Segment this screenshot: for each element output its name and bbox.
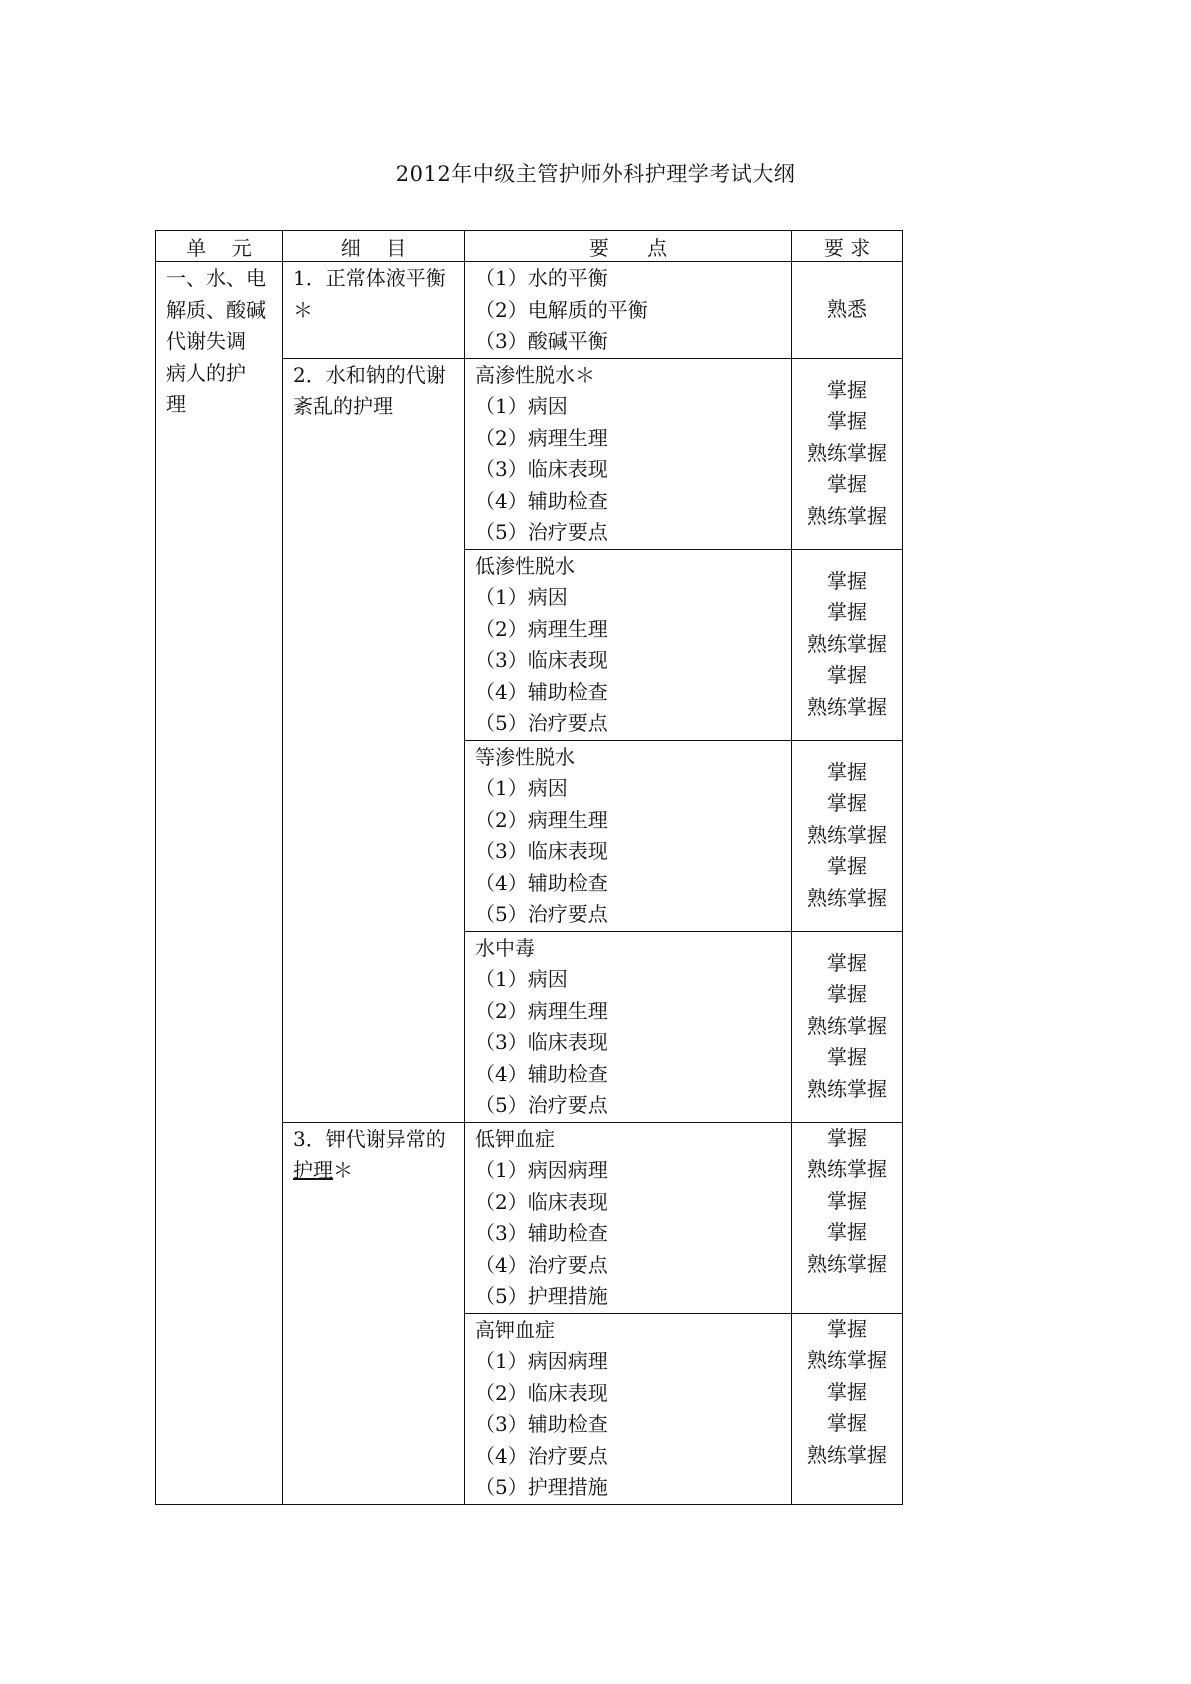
requirement-line: 掌握 xyxy=(827,1188,867,1213)
point-line: （3）临床表现 xyxy=(475,648,608,672)
point-line: 低钾血症 xyxy=(475,1126,555,1151)
point-line: （2）病理生理 xyxy=(475,998,608,1023)
item-cell xyxy=(283,358,465,1122)
header-requirement: 要 求 xyxy=(792,231,903,262)
point-line: （5）治疗要点 xyxy=(475,1093,608,1117)
point-line: 高渗性脱水＊ xyxy=(475,362,595,387)
requirement-line: 掌握 xyxy=(827,982,867,1007)
point-line: （4）辅助检查 xyxy=(475,870,608,895)
point-cell xyxy=(465,262,792,359)
requirement-line: 掌握 xyxy=(827,854,867,879)
item-cell xyxy=(283,1122,465,1504)
requirement-line: 熟练掌握 xyxy=(807,631,887,656)
point-line: （3）临床表现 xyxy=(475,1030,608,1054)
requirement-line: 熟练掌握 xyxy=(807,885,887,910)
point-line: （4）辅助检查 xyxy=(475,488,608,513)
point-line: （2）临床表现 xyxy=(475,1380,608,1405)
unit-line: 解质、酸碱 xyxy=(166,297,266,322)
requirement-line: 掌握 xyxy=(827,1316,867,1341)
point-line: （2）电解质的平衡 xyxy=(475,297,648,322)
point-line: （1）病因 xyxy=(475,394,568,418)
requirement-line: 熟练掌握 xyxy=(807,1076,887,1101)
table-row xyxy=(156,262,903,359)
requirement-line: 掌握 xyxy=(827,950,867,975)
header-point: 要 点 xyxy=(465,231,792,262)
point-line: （3）辅助检查 xyxy=(475,1221,608,1245)
requirement-cell xyxy=(792,358,903,549)
document-title: 2012年中级主管护师外科护理学考试大纲 xyxy=(395,162,796,186)
point-line: 等渗性脱水 xyxy=(475,744,575,769)
point-line: （1）病因 xyxy=(475,967,568,991)
requirement-line: 熟练掌握 xyxy=(807,694,887,719)
point-line: （4）治疗要点 xyxy=(475,1443,608,1468)
unit-line: 病人的护 xyxy=(166,360,246,385)
requirement-line: 掌握 xyxy=(827,791,867,816)
requirement-line: 熟练掌握 xyxy=(807,1442,887,1467)
requirement-cell xyxy=(792,1122,903,1313)
point-cell xyxy=(465,1313,792,1504)
requirement-cell xyxy=(792,740,903,931)
requirement-cell xyxy=(792,931,903,1122)
requirement-line: 掌握 xyxy=(827,1379,867,1404)
point-line: （3）临床表现 xyxy=(475,839,608,863)
requirement-line: 掌握 xyxy=(827,1220,867,1244)
point-cell xyxy=(465,549,792,740)
requirement-line: 熟练掌握 xyxy=(807,1251,887,1276)
item-line: 1．正常体液平衡 xyxy=(293,266,446,290)
point-line: （5）治疗要点 xyxy=(475,902,608,926)
point-line: （5）治疗要点 xyxy=(475,520,608,544)
requirement-line: 掌握 xyxy=(827,472,867,497)
point-cell xyxy=(465,740,792,931)
point-line: （4）辅助检查 xyxy=(475,1061,608,1086)
point-line: （5）护理措施 xyxy=(475,1284,608,1308)
requirement-line: 掌握 xyxy=(827,600,867,625)
point-line: （2）临床表现 xyxy=(475,1189,608,1214)
point-line: （1）病因 xyxy=(475,776,568,800)
item-line: 紊乱的护理 xyxy=(293,394,393,418)
point-line: （1）水的平衡 xyxy=(475,266,608,290)
point-line: （5）治疗要点 xyxy=(475,711,608,735)
point-cell xyxy=(465,1122,792,1313)
syllabus-table xyxy=(155,230,903,1505)
unit-line: 一、水、电 xyxy=(166,266,266,290)
item-line: 3．钾代谢异常的 xyxy=(293,1126,446,1151)
point-line: 水中毒 xyxy=(475,935,535,960)
point-line: （3）辅助检查 xyxy=(475,1412,608,1436)
item-line: 2．水和钠的代谢 xyxy=(293,362,446,387)
point-line: （2）病理生理 xyxy=(475,807,608,832)
requirement-line: 掌握 xyxy=(827,1125,867,1150)
point-cell xyxy=(465,931,792,1122)
requirement-line: 熟练掌握 xyxy=(807,503,887,528)
requirement-cell xyxy=(792,262,903,359)
point-line: （1）病因病理 xyxy=(475,1349,608,1373)
requirement-line: 掌握 xyxy=(827,409,867,434)
item-line xyxy=(293,1155,458,1187)
requirement-line: 掌握 xyxy=(827,1411,867,1435)
point-line: （1）病因 xyxy=(475,585,568,609)
requirement-line: 熟练掌握 xyxy=(807,1157,887,1181)
requirement-line: 熟练掌握 xyxy=(807,1348,887,1372)
item-suffix: ＊ xyxy=(333,1158,353,1182)
item-underlined-text: 护理 xyxy=(293,1158,333,1182)
point-cell xyxy=(465,358,792,549)
table-header-row xyxy=(156,231,903,262)
point-line: 低渗性脱水 xyxy=(475,553,575,578)
unit-line: 代谢失调 xyxy=(166,329,246,353)
item-cell xyxy=(283,262,465,359)
requirement-line: 熟悉 xyxy=(827,297,867,321)
requirement-line: 掌握 xyxy=(827,1045,867,1070)
requirement-cell xyxy=(792,549,903,740)
requirement-line: 熟练掌握 xyxy=(807,822,887,847)
point-line: 高钾血症 xyxy=(475,1317,555,1342)
point-line: （2）病理生理 xyxy=(475,425,608,450)
point-line: （5）护理措施 xyxy=(475,1475,608,1499)
requirement-line: 掌握 xyxy=(827,377,867,402)
unit-line: 理 xyxy=(166,392,186,416)
point-line: （4）辅助检查 xyxy=(475,679,608,704)
header-item: 细 目 xyxy=(283,231,465,262)
point-line: （2）病理生理 xyxy=(475,616,608,641)
item-line: ＊ xyxy=(293,297,313,322)
point-line: （3）酸碱平衡 xyxy=(475,329,608,353)
requirement-line: 掌握 xyxy=(827,759,867,784)
requirement-line: 掌握 xyxy=(827,568,867,593)
requirement-line: 熟练掌握 xyxy=(807,1013,887,1038)
point-line: （3）临床表现 xyxy=(475,457,608,481)
point-line: （4）治疗要点 xyxy=(475,1252,608,1277)
header-unit: 单 元 xyxy=(156,231,283,262)
requirement-cell xyxy=(792,1313,903,1504)
point-line: （1）病因病理 xyxy=(475,1158,608,1182)
unit-cell xyxy=(156,262,283,1505)
requirement-line: 掌握 xyxy=(827,663,867,688)
requirement-line: 熟练掌握 xyxy=(807,440,887,465)
